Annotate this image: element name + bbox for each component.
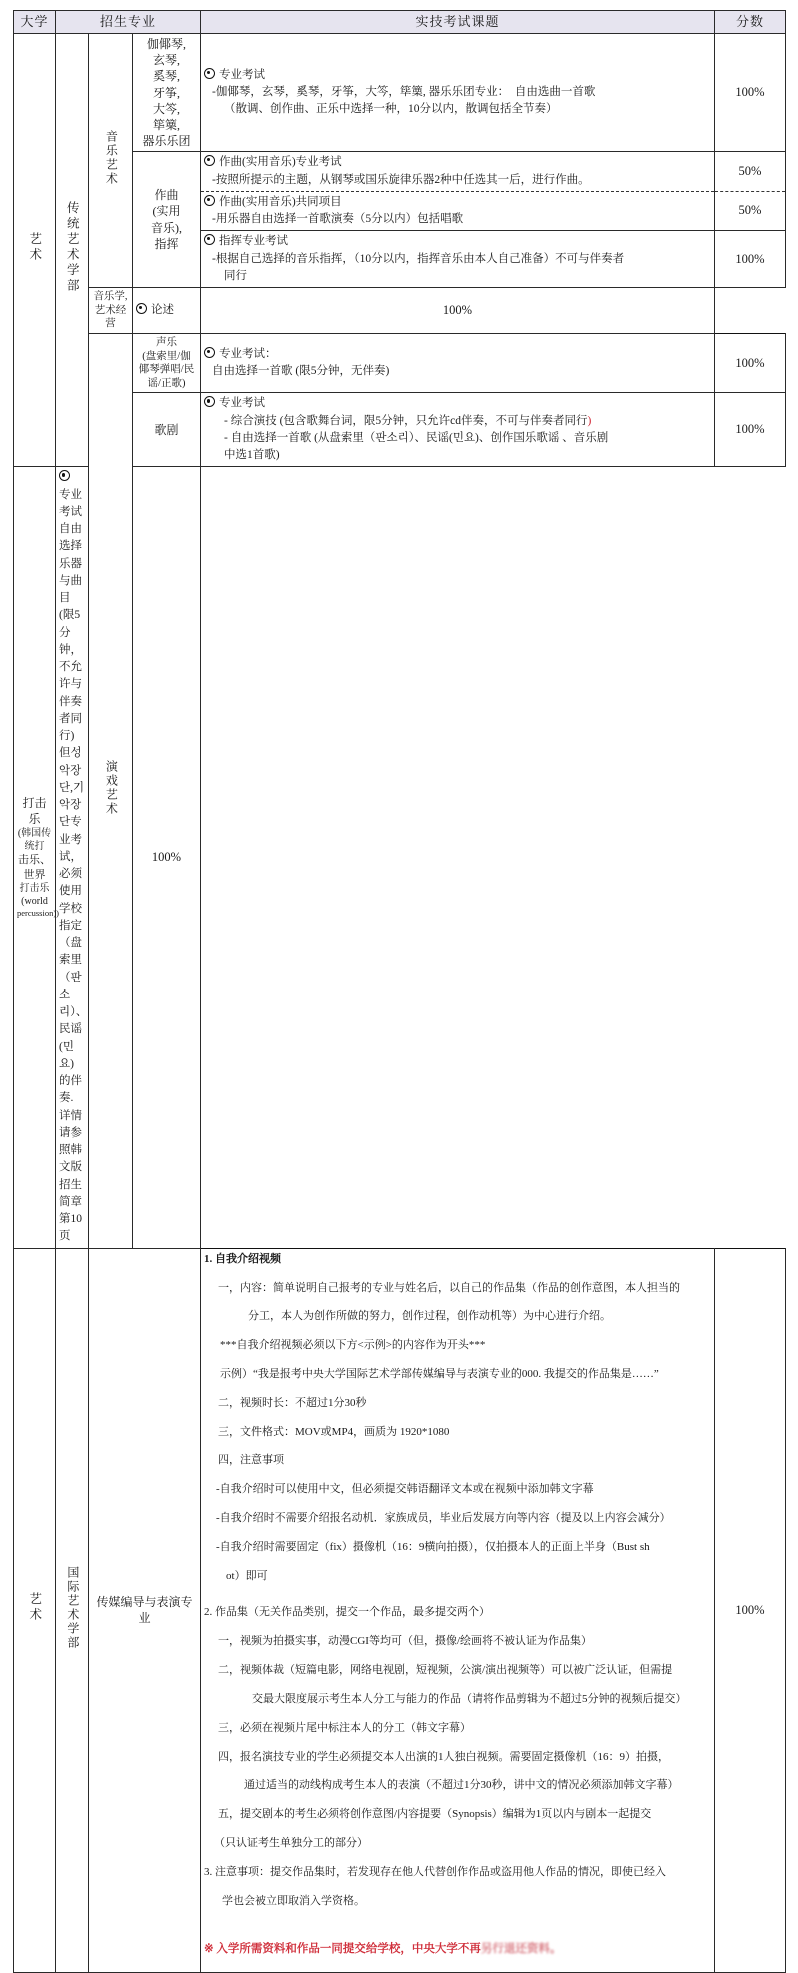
cell-score-media-directing: 100% — [715, 1248, 786, 1973]
major-line: 艺术经营 — [94, 304, 127, 330]
section-2-item-2-cont: 交最大限度展示考生本人分工与能力的作品（请将作品剪辑为不超过5分钟的视频后提交） — [252, 1692, 687, 1705]
cell-division-music-art — [89, 33, 133, 287]
section-2-item-4-cont: 通过适当的动线构成考生本人的表演（不超过1分30秒，讲中文的情况必须添加韩文字幕） — [244, 1779, 679, 1792]
cell-subject-musicology — [133, 288, 201, 334]
radio-filled-icon — [136, 303, 147, 314]
subject-detail: （散调、创作曲、正乐中选择一种，10分以内，散调包括全节奏） — [224, 103, 558, 116]
cell-score-musicology: 100% — [201, 288, 715, 334]
major-line: 大笒, — [153, 101, 181, 116]
major-line: 器乐乐团 — [142, 134, 191, 149]
cell-subject-media-directing — [201, 1248, 715, 1973]
subject-detail: -伽倻琴，玄琴，奚琴，牙筝，大笒，筚篥, 器乐乐团专业： 自由选曲一首歌 — [212, 85, 596, 98]
subject-detail: (민요) 的伴奏. 详情请参照韩文版招生简章第10页 — [59, 1040, 82, 1243]
cell-university-art-traditional — [14, 33, 56, 467]
subject-title: 论述 — [151, 303, 174, 316]
note-red-blurred-text: 另行退还资料。 — [480, 1943, 562, 1956]
subject-title: 指挥专业考试 — [219, 235, 289, 248]
major-line: 音乐), — [151, 220, 182, 235]
cell-score-conducting: 100% — [715, 231, 786, 288]
major-line: 音乐学, — [93, 291, 128, 302]
cell-major-composition — [133, 152, 201, 288]
major-line: 谣/正歌) — [147, 377, 186, 389]
major-line: 击乐、世界 — [18, 854, 51, 881]
opera-detail-1: - 综合演技 (包含歌舞台词，限5分钟，只允许cd伴奏，不可与伴奏者同行 — [224, 414, 588, 427]
major-line: 歌剧 — [154, 422, 179, 437]
section-3-cont: 学也会被立即取消入学资格。 — [222, 1894, 366, 1907]
radio-filled-icon — [59, 470, 70, 481]
spacer — [204, 1596, 711, 1604]
section-1-bullet-3-cont: ot）即可 — [226, 1569, 268, 1582]
subject-detail: - 自由选择一首歌 (从盘索里（판소리）、民谣(민요)、创作国乐歌谣 、音乐剧 — [224, 431, 609, 444]
cell-subject-percussion — [56, 467, 89, 1248]
subject-detail: 自由选择一首歌 (限5分钟，无伴奏) — [212, 365, 390, 378]
table-header — [14, 11, 786, 34]
major-line: 倻琴弹唱/民 — [138, 364, 195, 376]
section-2-title: 2. 作品集（无关作品类别，提交一个作品，最多提交两个） — [204, 1606, 491, 1619]
cell-score-composition-b: 50% — [715, 191, 786, 231]
major-line: (实用 — [152, 204, 181, 219]
subject-title: 作曲(实用音乐)共同项目 — [219, 195, 342, 208]
table-body — [14, 33, 786, 1972]
table-row-instruments — [14, 33, 786, 151]
major-line: 作曲 — [154, 188, 179, 203]
cell-major-opera — [133, 393, 201, 467]
cell-dept-international — [56, 1248, 89, 1973]
subject-detail: -用乐器自由选择一首歌演奏（5分以内）包括唱歌 — [212, 213, 464, 225]
cell-division-drama-art — [89, 333, 133, 1248]
major-line: (盘索里/伽 — [142, 350, 191, 362]
subject-title: 专业考试 — [219, 397, 266, 410]
section-2-item-4: 四，报名演技专业的学生必须提交本人出演的1人独白视频。需要固定摄像机（16：9）拍摄， — [218, 1750, 670, 1763]
note-mark-icon: ※ — [204, 1943, 214, 1956]
section-1-bullet-3: -自我介绍时需要固定（fix）摄像机（16：9横向拍摄），仅拍摄本人的正面上半身（Bust sh — [216, 1540, 650, 1553]
subject-title-row — [204, 233, 711, 250]
dept-label: 传统艺术学部 — [65, 200, 80, 294]
university-label: 艺术 — [27, 231, 42, 263]
major-line: 打击乐(world — [19, 882, 50, 907]
division-label-drama: 演戏艺术 — [104, 759, 119, 816]
section-1-item-2: 二，视频时长：不超过1分30秒 — [218, 1396, 367, 1409]
radio-filled-icon — [204, 195, 215, 206]
radio-filled-icon — [204, 155, 215, 166]
dept-label: 国际艺术学部 — [65, 1565, 80, 1650]
cell-subject-vocal — [201, 333, 715, 393]
practical-exam-table — [13, 10, 786, 1973]
subject-title: 专业考试： — [219, 347, 277, 360]
major-line: 声乐 — [156, 336, 177, 348]
major-line: 玄琴, — [153, 53, 181, 68]
header-university: 大学 — [14, 11, 56, 34]
subject-title-row — [59, 469, 85, 521]
major-line: 奚琴, — [153, 69, 181, 84]
cell-subject-composition-a — [201, 152, 715, 192]
section-1-item-1-cont: 分工，本人为创作所做的努力，创作过程，创作动机等）为中心进行介绍。 — [248, 1310, 612, 1323]
subject-detail: -根据自己选择的音乐指挥，（10分以内，指挥音乐由本人自己准备）不可与伴奏者 — [212, 252, 625, 265]
cell-major-vocal — [133, 333, 201, 393]
cell-score-composition-a: 50% — [715, 152, 786, 192]
section-1-bullet-1: -自我介绍时可以使用中文，但必须提交韩语翻译文本或在视频中添加韩文字幕 — [216, 1483, 594, 1496]
subject-detail: -按照所提示的主题，从钢琴或国乐旋律乐器2种中任选其一后，进行作曲。 — [212, 173, 590, 186]
major-line: percussion)) — [17, 907, 60, 918]
radio-filled-icon — [204, 347, 215, 358]
major-line: 传媒编导与表演专业 — [96, 1595, 193, 1626]
opera-detail-1-paren: ) — [587, 414, 592, 427]
cell-subject-opera — [201, 393, 715, 467]
subject-title-row — [204, 194, 711, 211]
subject-title: 作曲(实用音乐)专业考试 — [219, 156, 342, 169]
major-line: 筚篥, — [153, 117, 181, 132]
radio-filled-icon — [204, 234, 215, 245]
section-2-item-5-cont: （只认证考生单独分工的部分） — [214, 1836, 369, 1849]
subject-detail — [204, 413, 711, 430]
header-major: 招生专业 — [56, 11, 201, 34]
subject-title: 专业考试 — [219, 68, 266, 81]
header-score: 分数 — [715, 11, 786, 34]
radio-filled-icon — [204, 68, 215, 79]
subject-detail: 但성악장단,기악장단专业考试，必须使用学校指定（盘索里（판소리）、民谣 — [59, 747, 88, 1036]
section-1-example: 示例）“我是报考中央大学国际艺术学部传媒编导与表演专业的000. 我提交的作品集是……” — [220, 1367, 659, 1380]
final-red-note — [204, 1940, 711, 1959]
cell-score-percussion: 100% — [133, 467, 201, 1248]
cell-subject-conducting — [201, 231, 715, 288]
cell-score-opera: 100% — [715, 393, 786, 467]
cell-major-instruments — [133, 33, 201, 151]
spacer — [204, 1921, 711, 1929]
major-line: 伽倻琴, — [147, 36, 187, 51]
cell-subject-composition-b — [201, 191, 715, 231]
major-line: 牙筝, — [153, 85, 181, 100]
section-2-item-3: 三，必须在视频片尾中标注本人的分工（韩文字幕） — [218, 1721, 472, 1734]
cell-score-vocal: 100% — [715, 333, 786, 393]
table-row-vocal — [14, 333, 786, 393]
header-row — [14, 11, 786, 34]
cell-major-media-directing — [89, 1248, 201, 1973]
section-1-item-4: 四，注意事项 — [218, 1454, 285, 1467]
section-2-item-2: 二，视频体裁（短篇电影，网络电视剧，短视频，公演/演出视频等）可以被广泛认证，但需提 — [218, 1664, 673, 1677]
table-row-media-directing — [14, 1248, 786, 1973]
cell-major-percussion — [14, 467, 60, 1248]
section-1-bullet-2: -自我介绍时不需要介绍报名动机．家族成员，毕业后发展方向等内容（提及以上内容会减分） — [216, 1512, 671, 1525]
subject-title-row — [204, 154, 711, 171]
major-line: 指挥 — [154, 236, 179, 251]
subject-title: 专业考试 — [59, 488, 82, 518]
subject-title-row — [204, 346, 711, 363]
header-subject: 实技考试课题 — [201, 11, 715, 34]
section-1-item-3: 三，文件格式：MOV或MP4，画质为 1920*1080 — [218, 1425, 450, 1438]
note-red-text: 入学所需资料和作品一同提交给学校，中央大学不再 — [216, 1943, 481, 1956]
subject-title-row — [204, 67, 711, 84]
section-1-item-1: 一，内容：简单说明自己报考的专业与姓名后，以自己的作品集（作品的创作意图，本人担当的 — [218, 1281, 681, 1294]
section-2-item-5: 五，提交剧本的考生必须将创作意图/内容提要（Synopsis）编辑为1页以内与剧本一起提交 — [218, 1808, 652, 1821]
major-line: (韩国传统打 — [17, 828, 52, 853]
section-1-stars-note: ***自我介绍视频必须以下方<示例>的内容作为开头*** — [220, 1339, 486, 1352]
major-line: 打击乐 — [22, 796, 47, 826]
cell-major-musicology — [89, 288, 133, 334]
subject-title-row — [204, 395, 711, 412]
subject-detail: 自由选择乐器与曲目(限5分钟，不允许与伴奏者同行) — [59, 523, 82, 743]
cell-university-art-international — [14, 1248, 56, 1973]
section-2-item-1: 一，视频为拍摄实事，动漫CGI等均可（但，摄像/绘画将不被认证为作品集） — [218, 1635, 593, 1648]
cell-subject-instruments — [201, 33, 715, 151]
section-1-title: 1. 自我介绍视频 — [204, 1252, 282, 1265]
cell-score-instruments: 100% — [715, 33, 786, 151]
cell-dept-traditional — [56, 33, 89, 467]
university-label: 艺术 — [27, 1592, 42, 1624]
radio-filled-icon — [204, 396, 215, 407]
subject-title-row — [136, 302, 197, 319]
section-3-title: 3. 注意事项：提交作品集时，若发现存在他人代替创作作品或盗用他人作品的情况，即使已经入 — [204, 1865, 667, 1878]
division-label-music: 音乐艺术 — [104, 129, 119, 186]
table-row-musicology — [14, 288, 786, 334]
subject-detail: 同行 — [224, 269, 248, 282]
subject-detail: 中选1首歌) — [224, 449, 280, 462]
